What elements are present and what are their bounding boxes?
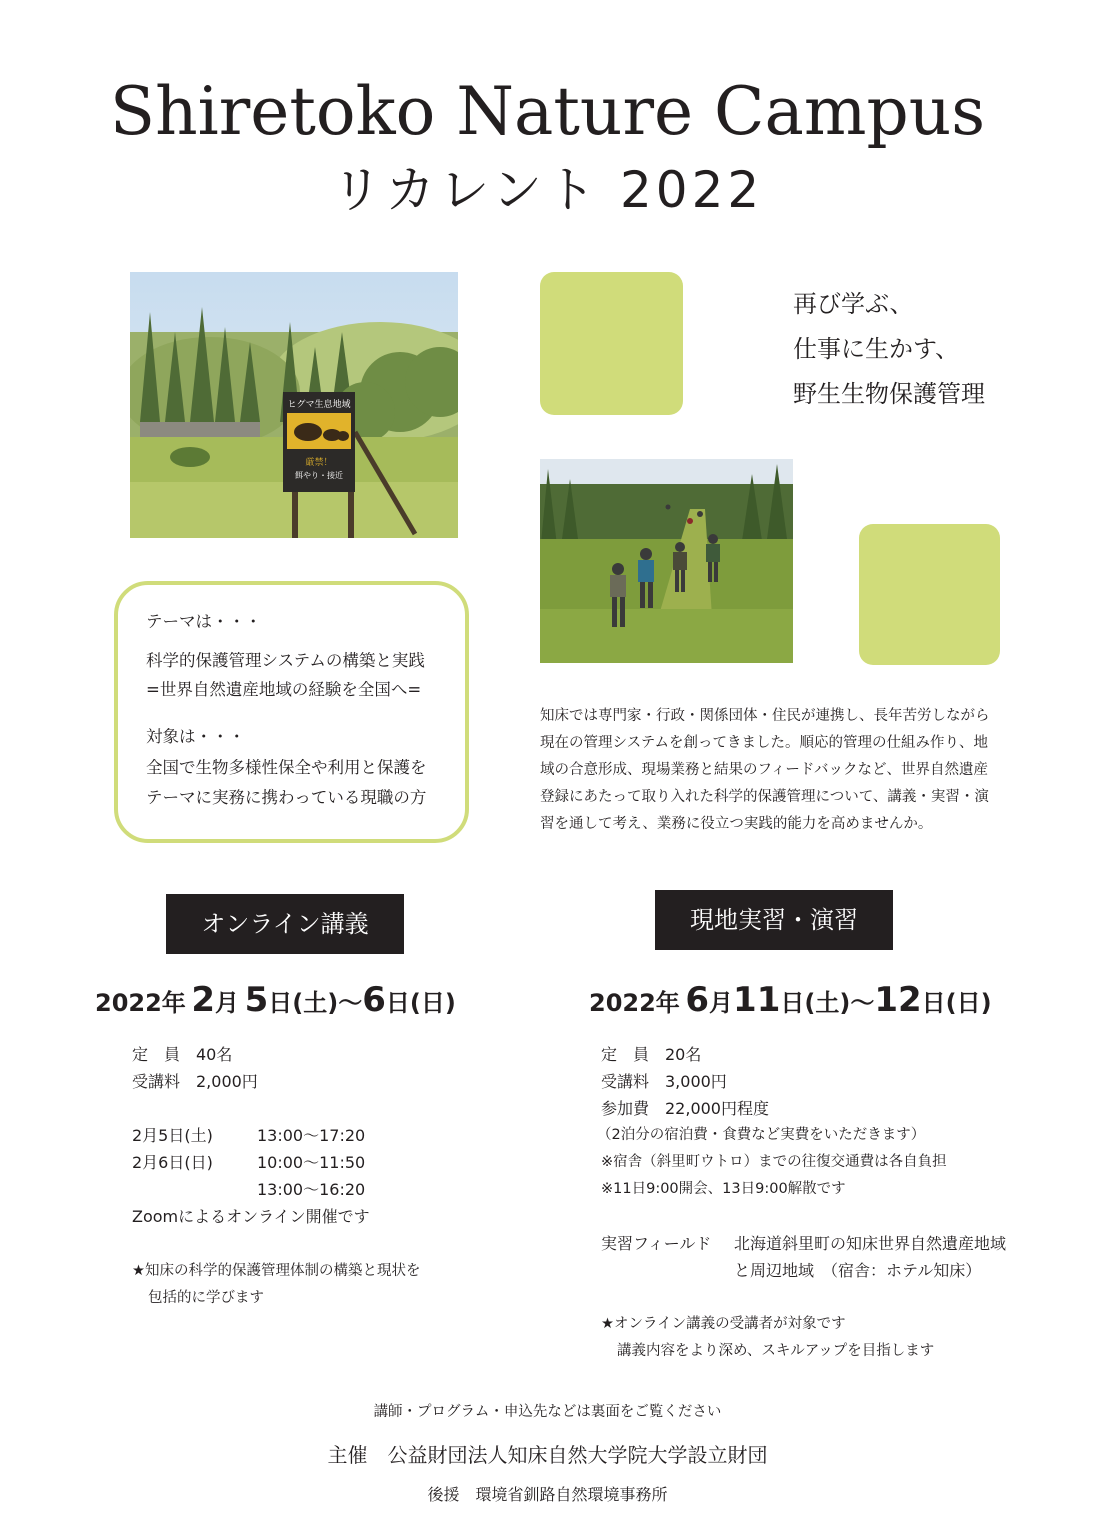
tagline-line: 仕事に生かす、: [793, 335, 960, 363]
online-fee: 受講料 2,000円: [132, 1072, 258, 1091]
online-note: 包括的に学びます: [148, 1290, 264, 1306]
description-line: 登録にあたって取り入れた科学的保護管理について、講義・実習・演: [540, 789, 989, 805]
page-subtitle: リカレント 2022: [331, 161, 764, 219]
description: [540, 703, 1010, 838]
theme-heading: テーマは・・・: [146, 612, 262, 631]
field-note: ★オンライン講義の受講者が対象です: [601, 1316, 846, 1332]
date-unit: 年: [655, 989, 680, 1017]
description-line: 知床では専門家・行政・関係団体・住民が連携し、長年苦労しながら: [540, 708, 990, 724]
organizer: 主催 公益財団法人知床自然大学院大学設立財団: [327, 1443, 768, 1467]
field-location-label: 実習フィールド: [601, 1234, 712, 1253]
theme-line: =世界自然遺産地域の経験を全国へ=: [146, 680, 422, 699]
field-location: 北海道斜里町の知床世界自然遺産地域: [734, 1234, 1007, 1253]
date-weekday: (土): [292, 989, 339, 1017]
date-unit: 年: [161, 989, 186, 1017]
field-location: と周辺地域 （宿舎：ホテル知床）: [734, 1261, 982, 1280]
schedule-time: 13:00～16:20: [257, 1180, 366, 1199]
theme-line: 科学的保護管理システムの構築と実践: [146, 651, 425, 670]
date-unit: 月: [215, 989, 240, 1017]
date-weekday: (土): [804, 989, 851, 1017]
sign-warning: 厳禁！: [305, 458, 333, 468]
accent-square: [859, 524, 1000, 665]
field-section-label: 現地実習・演習: [655, 890, 893, 950]
field-detail: ※宿舎（斜里町ウトロ）までの往復交通費は各自負担: [601, 1154, 947, 1170]
field-capacity: 定 員 20名: [601, 1045, 702, 1064]
date-year: 2022: [589, 989, 656, 1017]
schedule-day: 2月6日(日): [132, 1153, 213, 1172]
date-day: 11: [733, 980, 781, 1020]
schedule-day: 2月5日(土): [132, 1126, 213, 1145]
description-line: 習を通して考え、業務に役立つ実践的能力を高めませんか。: [540, 816, 933, 832]
schedule-time: 10:00～11:50: [257, 1153, 366, 1172]
target-line: 全国で生物多様性保全や利用と保護を: [146, 758, 427, 777]
date-month: 2: [191, 980, 216, 1020]
accent-square: [540, 272, 683, 415]
date-month: 6: [685, 980, 710, 1020]
sign-detail: 餌やり・接近: [295, 471, 343, 480]
date-weekday: (日): [409, 989, 456, 1017]
online-date: [95, 980, 456, 1030]
page-title: Shiretoko Nature Campus: [109, 73, 986, 150]
online-zoom-note: Zoomによるオンライン開催です: [132, 1207, 370, 1226]
date-unit: 月: [709, 989, 734, 1017]
schedule-time: 13:00～17:20: [257, 1126, 366, 1145]
hikers-photo: [540, 459, 793, 663]
date-year: 2022: [95, 989, 162, 1017]
field-participation-fee: 参加費 22,000円程度: [601, 1099, 769, 1118]
date-day: 5: [244, 980, 269, 1020]
date-weekday: (日): [945, 989, 992, 1017]
field-detail: ※11日9:00開会、13日9:00解散です: [601, 1181, 846, 1197]
field-fee: 受講料 3,000円: [601, 1072, 727, 1091]
date-day: 12: [874, 980, 922, 1020]
date-separator: ～: [850, 989, 875, 1017]
date-unit: 日: [921, 989, 946, 1017]
see-back-note: 講師・プログラム・申込先などは裏面をご覧ください: [373, 1404, 722, 1420]
date-unit: 日: [385, 989, 410, 1017]
tagline: [793, 282, 985, 417]
target-line: テーマに実務に携わっている現職の方: [146, 788, 427, 807]
bear-sign-photo: [130, 272, 458, 538]
supporter: 後援 環境省釧路自然環境事務所: [427, 1485, 668, 1504]
field-date: [589, 980, 992, 1030]
online-capacity: 定 員 40名: [132, 1045, 233, 1064]
tagline-line: 再び学ぶ、: [793, 290, 914, 318]
date-unit: 日: [268, 989, 293, 1017]
description-line: 域の合意形成、現場業務と結果のフィードバックなど、世界自然遺産: [540, 762, 989, 778]
description-line: 現在の管理システムを創ってきました。順応的管理の仕組み作り、地: [540, 735, 989, 751]
date-day: 6: [362, 980, 386, 1020]
online-section-label: オンライン講義: [166, 894, 404, 954]
date-unit: 日: [780, 989, 805, 1017]
target-heading: 対象は・・・: [146, 727, 245, 746]
field-note: 講義内容をより深め、スキルアップを目指します: [617, 1343, 935, 1359]
field-detail: （2泊分の宿泊費・食費など実費をいただきます）: [597, 1127, 926, 1143]
date-separator: ～: [338, 989, 363, 1017]
online-note: ★知床の科学的保護管理体制の構築と現状を: [132, 1263, 421, 1279]
sign-title: ヒグマ生息地域: [287, 400, 351, 410]
tagline-line: 野生生物保護管理: [793, 380, 985, 408]
